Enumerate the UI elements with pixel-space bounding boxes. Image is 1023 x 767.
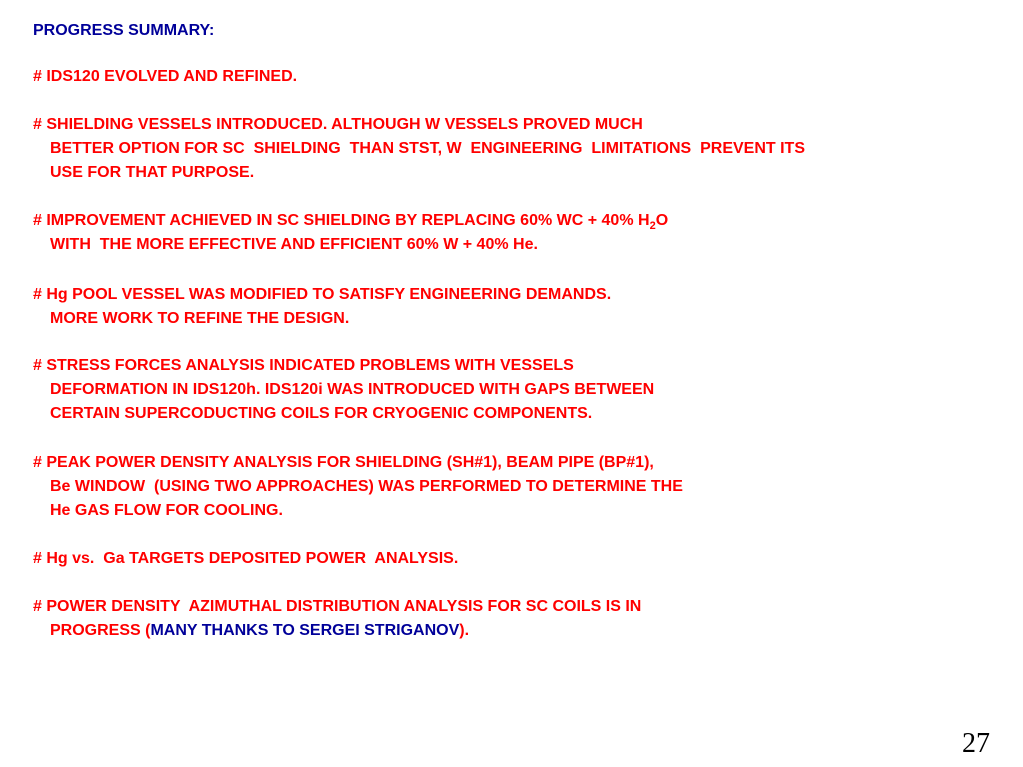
bullet-shielding-vessels xyxy=(33,113,805,185)
acknowledgement-text: MANY THANKS TO SERGEI STRIGANOV xyxy=(150,622,460,639)
bullet-line: # POWER DENSITY AZIMUTHAL DISTRIBUTION ANALYSIS FOR SC COILS IS IN xyxy=(33,598,642,615)
bullet-peak-power-density xyxy=(33,451,683,523)
bullet-line: # Hg POOL VESSEL WAS MODIFIED TO SATISFY ENGINEERING DEMANDS. xyxy=(33,286,612,303)
bullet-text: # IMPROVEMENT ACHIEVED IN SC SHIELDING BY REPLACING 60% WC + 40% H xyxy=(33,212,650,229)
bullet-line: # PEAK POWER DENSITY ANALYSIS FOR SHIELDING (SH#1), BEAM PIPE (BP#1), xyxy=(33,454,654,471)
bullet-ids120 xyxy=(33,65,297,89)
bullet-line: DEFORMATION IN IDS120h. IDS120i WAS INTRODUCED WITH GAPS BETWEEN xyxy=(50,381,655,398)
bullet-line: WITH THE MORE EFFECTIVE AND EFFICIENT 60% W + 40% He. xyxy=(50,236,538,253)
bullet-text: PROGRESS ( xyxy=(50,622,151,639)
bullet-line: # SHIELDING VESSELS INTRODUCED. ALTHOUGH W VESSELS PROVED MUCH xyxy=(33,116,643,133)
bullet-power-density-azimuthal xyxy=(33,595,641,643)
bullet-hg-vs-ga xyxy=(33,547,458,571)
bullet-line: CERTAIN SUPERCODUCTING COILS FOR CRYOGENIC COMPONENTS. xyxy=(50,405,593,422)
bullet-line: Be WINDOW (USING TWO APPROACHES) WAS PERFORMED TO DETERMINE THE xyxy=(50,478,683,495)
bullet-hg-pool-vessel xyxy=(33,283,611,331)
bullet-line: # Hg vs. Ga TARGETS DEPOSITED POWER ANALYSIS. xyxy=(33,550,459,567)
bullet-text: O xyxy=(655,212,669,229)
bullet-shielding-improvement xyxy=(33,209,668,257)
bullet-line: USE FOR THAT PURPOSE. xyxy=(50,164,255,181)
bullet-line: He GAS FLOW FOR COOLING. xyxy=(50,502,283,519)
page-number: 27 xyxy=(962,728,990,759)
slide-title: PROGRESS SUMMARY: xyxy=(33,22,215,39)
bullet-text: ). xyxy=(459,622,470,639)
bullet-stress-forces xyxy=(33,354,654,426)
bullet-line xyxy=(33,619,641,643)
subscript-two: 2 xyxy=(649,220,656,232)
bullet-line: BETTER OPTION FOR SC SHIELDING THAN STST, W ENGINEERING LIMITATIONS PREVENT ITS xyxy=(50,140,805,157)
bullet-line: # IDS120 EVOLVED AND REFINED. xyxy=(33,68,298,85)
bullet-line: # STRESS FORCES ANALYSIS INDICATED PROBLEMS WITH VESSELS xyxy=(33,357,574,374)
bullet-line xyxy=(33,209,668,233)
bullet-line: MORE WORK TO REFINE THE DESIGN. xyxy=(50,310,350,327)
